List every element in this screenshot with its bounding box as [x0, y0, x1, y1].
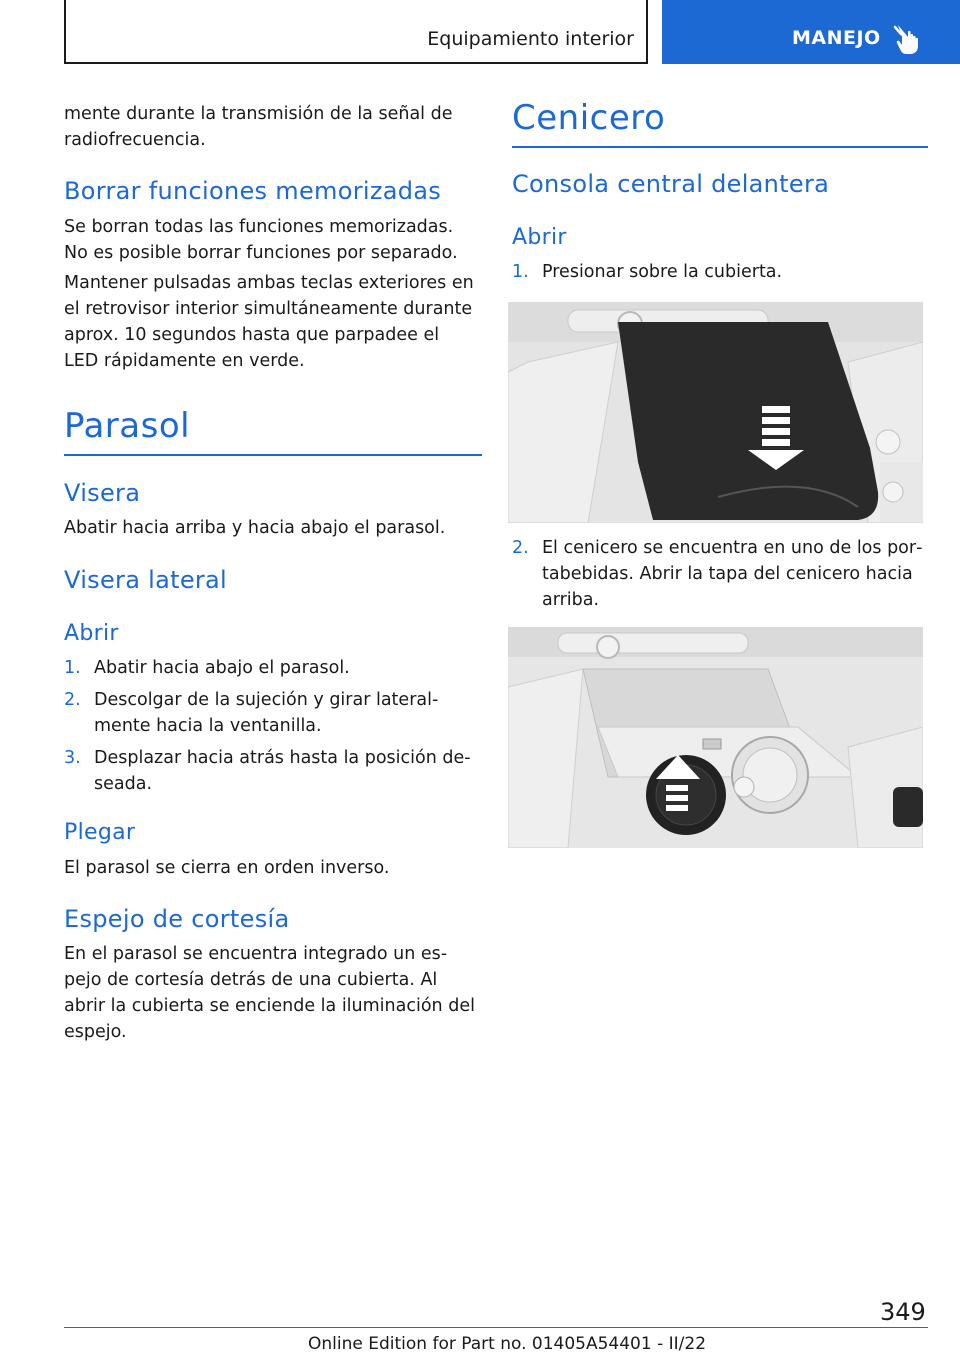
step-text	[94, 687, 482, 739]
ashtray-cupholder-illustration	[508, 627, 923, 848]
visera-text: Abatir hacia arriba y hacia abajo el parasol.	[64, 518, 446, 538]
espejo-paragraph	[64, 941, 482, 1045]
text-line: Descolgar de la sujeción y girar lateral‐	[94, 690, 439, 710]
plegar-text: El parasol se cierra en orden inverso.	[64, 858, 390, 878]
footer-edition-text: Online Edition for Part no. 01405A54401 - II/22	[308, 1334, 707, 1354]
text-line: tabebidas. Abrir la tapa del cenicero hacia	[542, 564, 913, 584]
text-line: seada.	[94, 774, 153, 794]
text-line: espejo.	[64, 1022, 127, 1042]
section-divider	[512, 146, 928, 148]
footer-divider	[64, 1327, 928, 1328]
step-text	[542, 535, 928, 613]
heading-abrir: Abrir	[512, 225, 567, 250]
heading-borrar: Borrar funciones memorizadas	[64, 177, 442, 205]
text-line: No es posible borrar funciones por separado.	[64, 243, 458, 263]
text-line: mente durante la transmisión de la señal de	[64, 104, 453, 124]
heading-visera-lateral: Visera lateral	[64, 566, 228, 594]
header-chapter-label: MANEJO	[792, 27, 881, 49]
text-line: arriba.	[542, 590, 600, 610]
borrar-paragraph-2	[64, 270, 482, 374]
text-line: LED rápidamente en verde.	[64, 351, 305, 371]
text-line: radiofrecuencia.	[64, 130, 206, 150]
intro-paragraph	[64, 101, 482, 153]
section-divider	[64, 454, 482, 456]
text-line: El cenicero se encuentra en uno de los por‐	[542, 538, 923, 558]
text-line: En el parasol se encuentra integrado un es‐	[64, 944, 448, 964]
text-line: Mantener pulsadas ambas teclas exteriores en	[64, 273, 474, 293]
heading-cenicero: Cenicero	[512, 98, 666, 138]
step-number: 2.	[512, 538, 529, 558]
text-line: abrir la cubierta se enciende la iluminación del	[64, 996, 475, 1016]
text-line: el retrovisor interior simultáneamente durante	[64, 299, 473, 319]
step-number: 1.	[512, 262, 529, 282]
step-text	[94, 745, 482, 797]
text-line: Desplazar hacia atrás hasta la posición de‐	[94, 748, 471, 768]
heading-consola: Consola central delantera	[512, 170, 830, 198]
step-number: 2.	[64, 690, 81, 710]
text-line: Presionar sobre la cubierta.	[542, 262, 783, 282]
hand-pointer-icon	[893, 24, 923, 56]
heading-abrir: Abrir	[64, 621, 119, 646]
console-cover-illustration	[508, 302, 923, 523]
step-text	[542, 259, 928, 285]
text-line: pejo de cortesía detrás de una cubierta. Al	[64, 970, 438, 990]
text-line: mente hacia la ventanilla.	[94, 716, 322, 736]
text-line: Se borran todas las funciones memorizadas.	[64, 217, 454, 237]
heading-espejo: Espejo de cortesía	[64, 905, 290, 933]
page-number: 349	[880, 1298, 926, 1326]
step-text	[94, 655, 482, 681]
heading-plegar: Plegar	[64, 820, 136, 845]
step-number: 1.	[64, 658, 81, 678]
heading-parasol: Parasol	[64, 406, 191, 446]
heading-visera: Visera	[64, 479, 141, 507]
text-line: Abatir hacia abajo el parasol.	[94, 658, 350, 678]
text-line: aprox. 10 segundos hasta que parpadee el	[64, 325, 440, 345]
step-number: 3.	[64, 748, 81, 768]
borrar-paragraph-1	[64, 214, 482, 266]
header-section-title: Equipamiento interior	[427, 28, 634, 50]
